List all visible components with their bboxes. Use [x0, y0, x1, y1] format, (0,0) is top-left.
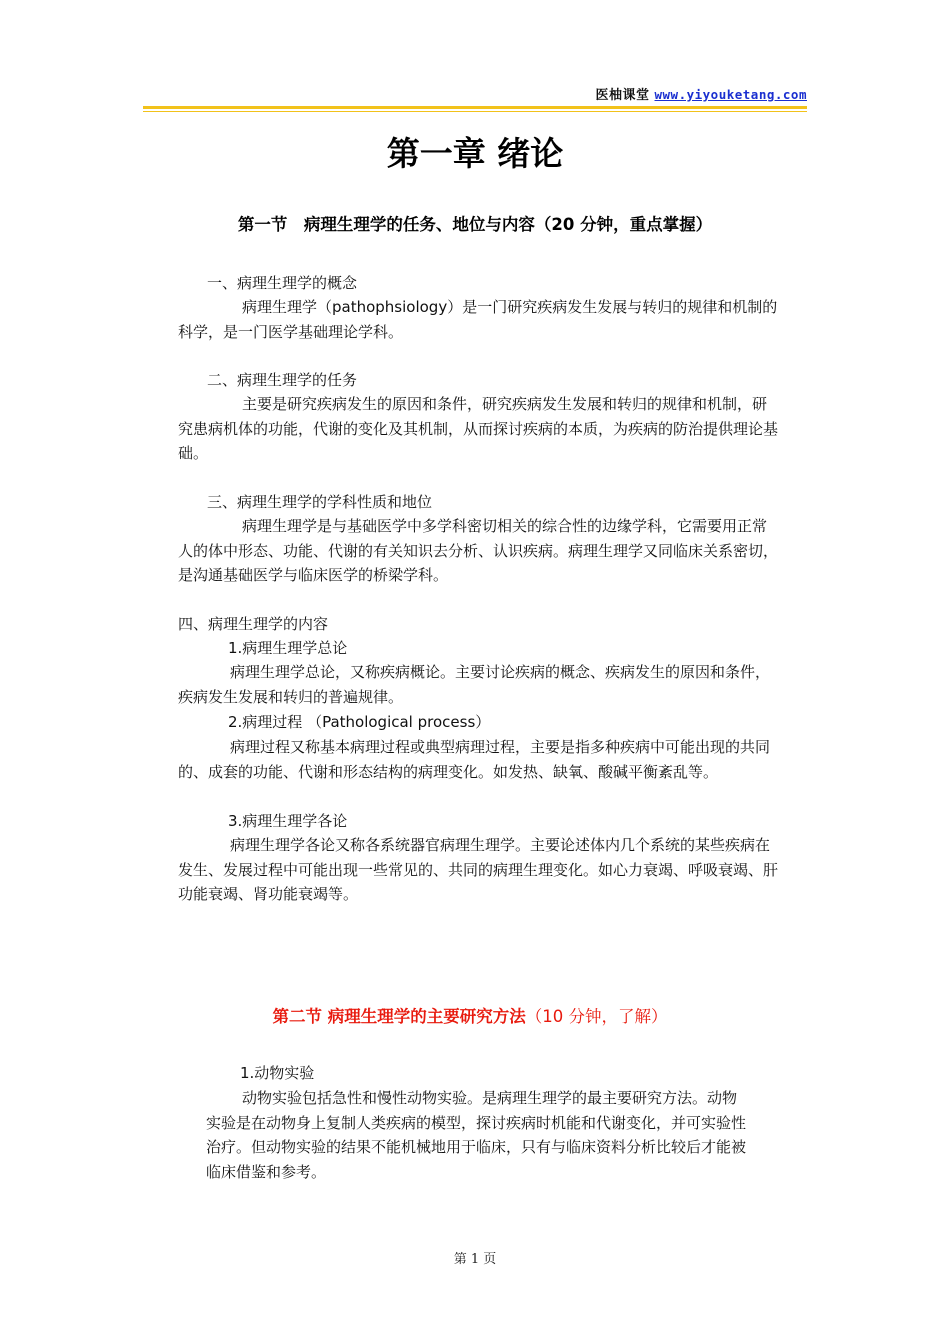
paragraph-concept: 病理生理学（pathophsiology）是一门研究疾病发生发展与转归的规律和机制的科学，是一门医学基础理论学科。	[178, 298, 778, 341]
section2-title-main: 第二节 病理生理学的主要研究方法	[272, 1007, 526, 1026]
heading-content: 四、病理生理学的内容	[178, 615, 329, 633]
heading-tasks: 二、病理生理学的任务	[207, 371, 358, 389]
section2-title-note: （10 分钟，了解）	[525, 1007, 668, 1026]
paragraph-animal-experiment: 动物实验包括急性和慢性动物实验。是病理生理学的最主要研究方法。动物实验是在动物身上复制人类疾病的模型，探讨疾病时机能和代谢变化，并可实验性治疗。但动物实验的结果不能机械地用于临床，只有与临床资料分析比较后才能被临床借鉴和参考。	[206, 1089, 747, 1181]
subheading-animal-experiment: 1.动物实验	[240, 1064, 315, 1082]
paragraph-systems: 病理生理学各论又称各系统器官病理生理学。主要论述体内几个系统的某些疾病在发生、发展过程中可能出现一些常见的、共同的病理生理变化。如心力衰竭、呼吸衰竭、肝功能衰竭、肾功能衰竭等。	[178, 836, 779, 903]
subheading-process: 2.病理过程 （Pathological process）	[228, 713, 491, 731]
heading-concept: 一、病理生理学的概念	[207, 274, 358, 292]
subheading-systems: 3.病理生理学各论	[228, 812, 348, 830]
header-rule-thin	[143, 111, 807, 112]
section2-title	[0, 1003, 940, 1027]
website-link[interactable]: www.yiyouketang.com	[654, 87, 807, 102]
brand-name: 医柚课堂	[595, 88, 650, 103]
header-rule-thick	[143, 106, 807, 109]
heading-nature: 三、病理生理学的学科性质和地位	[207, 493, 433, 511]
paragraph-tasks: 主要是研究疾病发生的原因和条件，研究疾病发生发展和转归的规律和机制，研究患病机体的功能，代谢的变化及其机制，从而探讨疾病的本质，为疾病的防治提供理论基础。	[178, 395, 779, 462]
section1-title: 第一节 病理生理学的任务、地位与内容（20 分钟，重点掌握）	[237, 215, 713, 234]
paragraph-process: 病理过程又称基本病理过程或典型病理过程，主要是指多种疾病中可能出现的共同的、成套的功能、代谢和形态结构的病理变化。如发热、缺氧、酸碱平衡紊乱等。	[178, 738, 771, 781]
subheading-general: 1.病理生理学总论	[228, 639, 348, 657]
paragraph-general: 病理生理学总论，又称疾病概论。主要讨论疾病的概念、疾病发生的原因和条件，疾病发生发展和转归的普遍规律。	[178, 663, 771, 706]
page-header	[595, 84, 807, 103]
page-number: 第 1 页	[453, 1252, 497, 1267]
chapter-title: 第一章 绪论	[386, 134, 564, 173]
paragraph-nature: 病理生理学是与基础医学中多学科密切相关的综合性的边缘学科，它需要用正常人的体中形态、功能、代谢的有关知识去分析、认识疾病。病理生理学又同临床关系密切，是沟通基础医学与临床医学的桥梁学科。	[178, 517, 779, 584]
